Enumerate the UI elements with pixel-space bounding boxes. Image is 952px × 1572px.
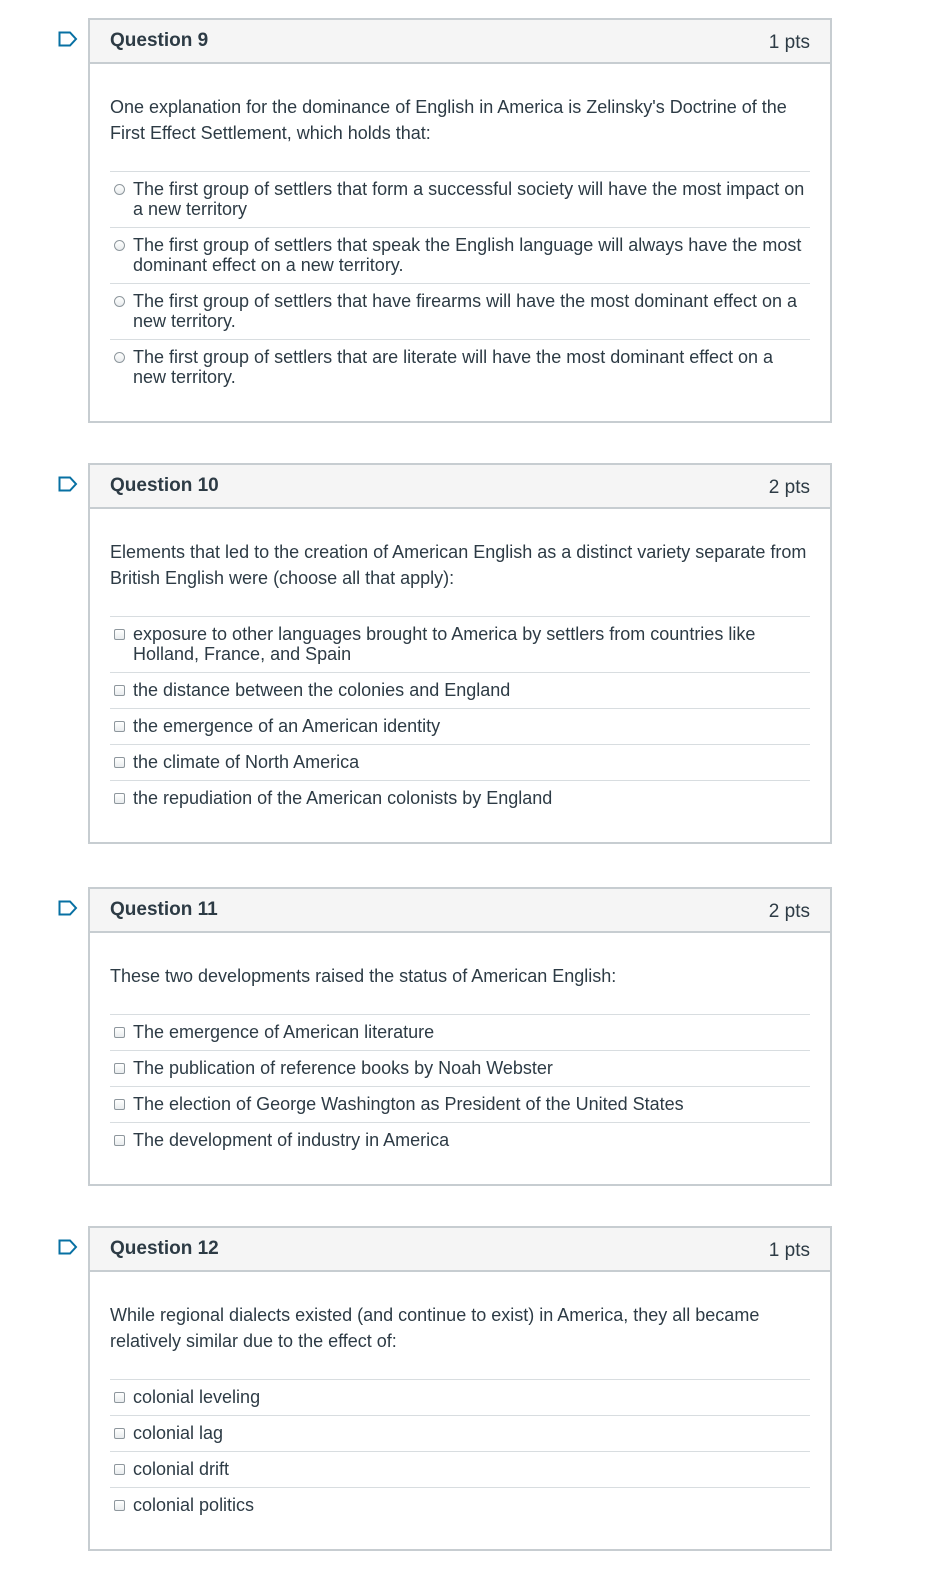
checkbox[interactable] xyxy=(114,629,125,640)
question-text: Elements that led to the creation of American English as a distinct variety separate from British English were (choose all that apply): xyxy=(110,542,807,588)
question-points: 1 pts xyxy=(768,32,810,53)
answer-option[interactable] xyxy=(110,617,810,673)
answer-label: colonial drift xyxy=(133,1459,230,1479)
question-points: 2 pts xyxy=(768,477,810,498)
question-header xyxy=(88,887,832,933)
answer-list xyxy=(110,616,810,816)
radio-button[interactable] xyxy=(114,296,125,307)
question-title: Question 9 xyxy=(110,30,209,51)
answer-option[interactable] xyxy=(110,1123,810,1158)
checkbox[interactable] xyxy=(114,1135,125,1146)
checkbox[interactable] xyxy=(114,1099,125,1110)
question-body xyxy=(88,64,832,423)
flag-icon[interactable] xyxy=(58,476,78,492)
answer-option[interactable] xyxy=(110,340,810,395)
question-title: Question 11 xyxy=(110,899,218,920)
checkbox[interactable] xyxy=(114,757,125,768)
checkbox[interactable] xyxy=(114,1392,125,1403)
question-text: These two developments raised the status of American English: xyxy=(110,966,617,986)
answer-label: The election of George Washington as President of the United States xyxy=(133,1094,684,1114)
answer-label: exposure to other languages brought to America by settlers from countries like Holland, France, and Spain xyxy=(133,624,756,664)
answer-label: the emergence of an American identity xyxy=(133,716,441,736)
answer-option[interactable] xyxy=(110,1452,810,1488)
question-12 xyxy=(88,1226,832,1551)
answer-label: The emergence of American literature xyxy=(133,1022,435,1042)
answer-label: colonial politics xyxy=(133,1495,255,1515)
checkbox[interactable] xyxy=(114,685,125,696)
question-points: 1 pts xyxy=(768,1240,810,1261)
question-11 xyxy=(88,887,832,1186)
answer-label: The development of industry in America xyxy=(133,1130,450,1150)
answer-label: colonial lag xyxy=(133,1423,224,1443)
question-title: Question 12 xyxy=(110,1238,219,1259)
question-header xyxy=(88,18,832,64)
answer-option[interactable] xyxy=(110,172,810,228)
radio-button[interactable] xyxy=(114,240,125,251)
question-body xyxy=(88,509,832,844)
answer-label: the distance between the colonies and England xyxy=(133,680,511,700)
answer-label: The first group of settlers that are literate will have the most dominant effect on a new territory. xyxy=(133,347,773,387)
answer-option[interactable] xyxy=(110,1380,810,1416)
answer-list xyxy=(110,1379,810,1523)
answer-option[interactable] xyxy=(110,284,810,340)
flag-icon[interactable] xyxy=(58,900,78,916)
answer-label: the repudiation of the American colonists by England xyxy=(133,788,553,808)
answer-label: The first group of settlers that have firearms will have the most dominant effect on a new territory. xyxy=(133,291,797,331)
question-10 xyxy=(88,463,832,844)
flag-icon[interactable] xyxy=(58,31,78,47)
question-text: While regional dialects existed (and continue to exist) in America, they all became relatively similar due to the effect of: xyxy=(110,1305,760,1351)
flag-icon[interactable] xyxy=(58,1239,78,1255)
answer-option[interactable] xyxy=(110,228,810,284)
answer-option[interactable] xyxy=(110,709,810,745)
question-body xyxy=(88,1272,832,1551)
answer-option[interactable] xyxy=(110,1015,810,1051)
checkbox[interactable] xyxy=(114,721,125,732)
answer-option[interactable] xyxy=(110,1416,810,1452)
checkbox[interactable] xyxy=(114,1464,125,1475)
answer-label: The publication of reference books by Noah Webster xyxy=(133,1058,553,1078)
question-body xyxy=(88,933,832,1186)
radio-button[interactable] xyxy=(114,352,125,363)
answer-option[interactable] xyxy=(110,781,810,816)
answer-list xyxy=(110,171,810,395)
radio-button[interactable] xyxy=(114,184,125,195)
question-9 xyxy=(88,18,832,423)
answer-list xyxy=(110,1014,810,1158)
checkbox[interactable] xyxy=(114,1500,125,1511)
answer-option[interactable] xyxy=(110,1087,810,1123)
answer-option[interactable] xyxy=(110,1488,810,1523)
checkbox[interactable] xyxy=(114,1063,125,1074)
question-header xyxy=(88,463,832,509)
answer-label: the climate of North America xyxy=(133,752,360,772)
answer-option[interactable] xyxy=(110,745,810,781)
answer-label: The first group of settlers that form a successful society will have the most impact on a new territory xyxy=(133,179,805,219)
question-header xyxy=(88,1226,832,1272)
answer-label: The first group of settlers that speak the English language will always have the most dominant effect on a new territory. xyxy=(133,235,802,275)
checkbox[interactable] xyxy=(114,1428,125,1439)
checkbox[interactable] xyxy=(114,793,125,804)
answer-option[interactable] xyxy=(110,673,810,709)
question-points: 2 pts xyxy=(768,901,810,922)
answer-label: colonial leveling xyxy=(133,1387,261,1407)
question-text: One explanation for the dominance of English in America is Zelinsky's Doctrine of the First Effect Settlement, which holds that: xyxy=(110,97,787,143)
question-title: Question 10 xyxy=(110,475,219,496)
checkbox[interactable] xyxy=(114,1027,125,1038)
answer-option[interactable] xyxy=(110,1051,810,1087)
